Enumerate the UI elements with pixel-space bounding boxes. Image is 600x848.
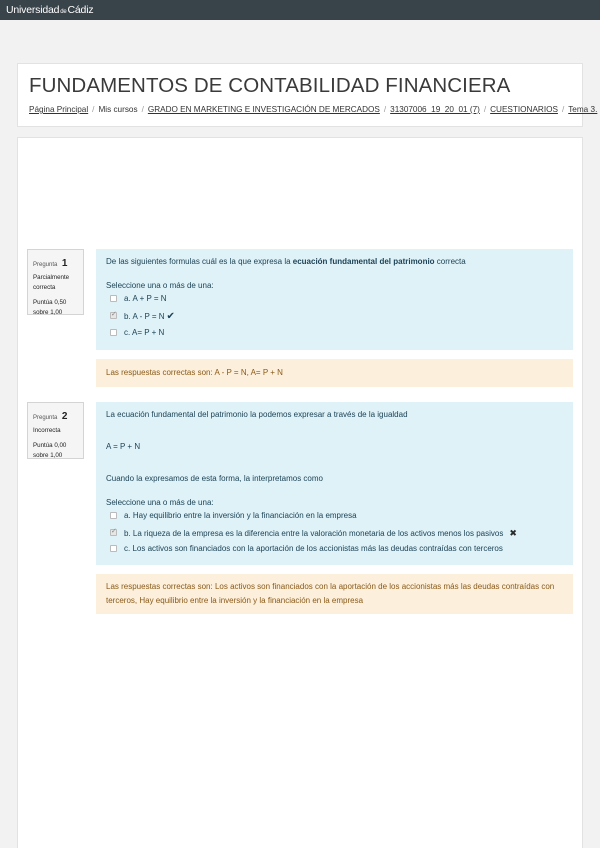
breadcrumb-separator: /	[383, 105, 387, 114]
option-label: c. A= P + N	[124, 328, 165, 337]
question-state: Parcialmente correcta	[33, 274, 70, 291]
answer-prompt: Seleccione una o más de una:	[106, 498, 214, 507]
breadcrumb-my-courses: Mis cursos	[98, 105, 138, 114]
option-label: b. La riqueza de la empresa es la diferencia entre la valoración monetaria de los activos menos los pasivos ✖	[124, 528, 517, 538]
question-label: Pregunta	[33, 262, 58, 268]
question-1-content	[96, 249, 573, 350]
checkbox-checked[interactable]	[110, 312, 117, 319]
logo-text-de: de	[60, 9, 67, 15]
logo-text-universidad: Universidad	[6, 4, 60, 16]
correct-answer-text: Las respuestas correctas son: Los activos son financiados con la aportación de los accionistas más las deudas contraídas con terceros, Hay equilibrio entre la inversión y la financiación en la empresa	[106, 582, 555, 605]
question-text: La ecuación fundamental del patrimonio la podemos expresar a través de la igualdad	[106, 410, 408, 419]
question-number: 2	[61, 411, 68, 422]
question-grade: Puntúa 0,50 sobre 1,00	[33, 299, 67, 316]
correct-check-icon: ✔	[166, 311, 175, 322]
option-label: a. Hay equilibrio entre la inversión y la financiación en la empresa	[124, 511, 357, 520]
breadcrumb	[29, 105, 597, 114]
logo-text-cadiz: Cádiz	[67, 4, 94, 16]
page-title: FUNDAMENTOS DE CONTABILIDAD FINANCIERA	[29, 74, 511, 97]
breadcrumb-topic[interactable]: Tema 3.	[568, 105, 598, 114]
breadcrumb-quizzes[interactable]: CUESTIONARIOS	[490, 105, 558, 114]
incorrect-x-icon: ✖	[509, 528, 517, 538]
breadcrumb-separator: /	[141, 105, 144, 114]
breadcrumb-home[interactable]: Página Principal	[29, 105, 89, 114]
checkbox[interactable]	[110, 545, 117, 552]
option-label: b. A - P = N ✔	[124, 311, 175, 322]
checkbox[interactable]	[110, 295, 117, 302]
breadcrumb-separator: /	[92, 105, 95, 114]
question-state: Incorrecta	[33, 427, 61, 434]
top-navbar	[0, 0, 600, 20]
correct-answer-text: Las respuestas correctas son: A - P = N, A= P + N	[106, 368, 283, 377]
breadcrumb-separator: /	[561, 105, 565, 114]
question-label: Pregunta	[33, 415, 58, 421]
checkbox[interactable]	[110, 512, 117, 519]
checkbox-checked[interactable]	[110, 529, 117, 536]
question-2-info	[27, 402, 84, 459]
question-number: 1	[61, 258, 68, 269]
question-text-2: Cuando la expresamos de esta forma, la interpretamos como	[106, 474, 323, 483]
question-text: De las siguientes formulas cuál es la que expresa la ecuación fundamental del patrimonio correcta	[106, 257, 466, 266]
question-2-content	[96, 402, 573, 565]
answer-prompt: Seleccione una o más de una:	[106, 281, 214, 290]
checkbox[interactable]	[110, 329, 117, 336]
option-label: c. Los activos son financiados con la aportación de los accionistas más las deudas contraídas con terceros	[124, 544, 503, 553]
question-1-feedback	[96, 359, 573, 387]
option-label: a. A + P = N	[124, 294, 167, 303]
question-equation: A = P + N	[106, 442, 141, 451]
question-1-info	[27, 249, 84, 315]
breadcrumb-course[interactable]: 31307006_19_20_01 (7)	[390, 105, 480, 114]
breadcrumb-degree[interactable]: GRADO EN MARKETING E INVESTIGACIÓN DE MERCADOS	[147, 105, 380, 114]
site-logo[interactable]	[6, 4, 93, 16]
page-header	[17, 63, 598, 127]
breadcrumb-separator: /	[483, 105, 487, 114]
question-2-feedback	[96, 574, 573, 614]
question-grade: Puntúa 0,00 sobre 1,00	[33, 442, 67, 459]
